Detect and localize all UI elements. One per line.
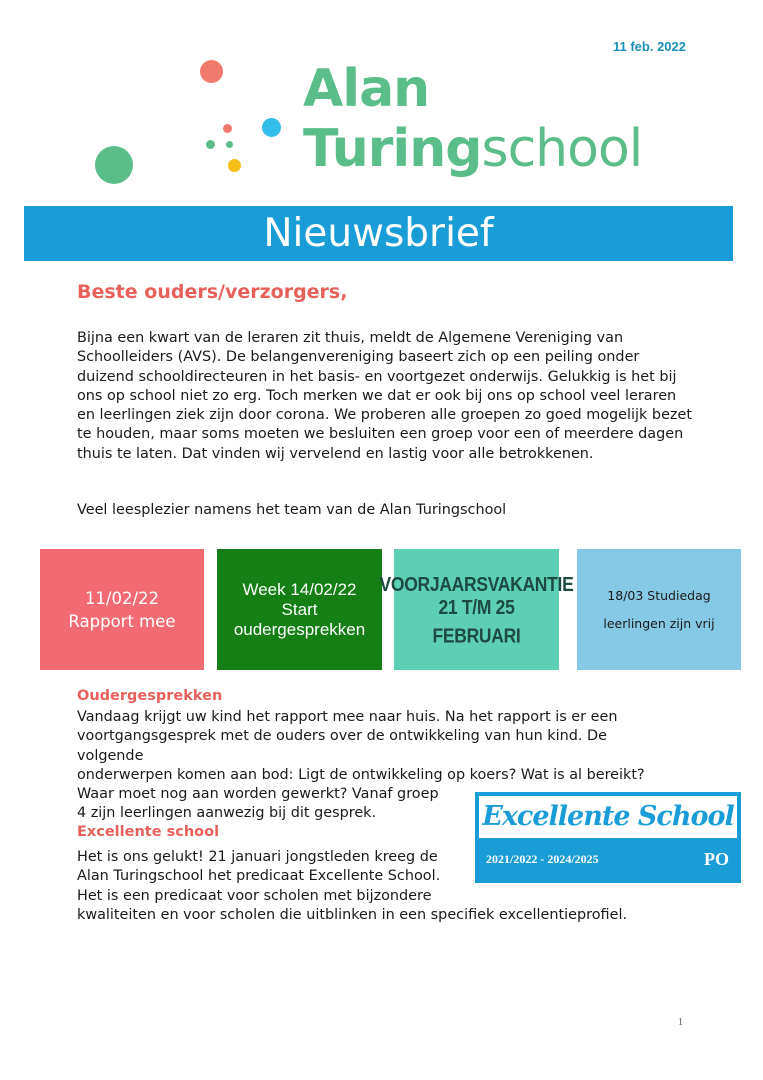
tile-oudergesprekken-week: Week 14/02/22 — [242, 579, 357, 599]
greeting-heading: Beste ouders/verzorgers, — [77, 281, 348, 303]
tile-oudergesprekken — [217, 549, 382, 670]
logo-text-turing: Turing — [303, 119, 482, 179]
excellente-line: Het is ons gelukt! 21 januari jongstleden kreeg de — [77, 849, 438, 865]
tile-vakantie-title: VOORJAARSVAKANTIE — [379, 572, 574, 596]
oudergesprekken-line: voortgangsgesprek met de ouders over de ontwikkeling van hun kind. De volgende — [77, 728, 607, 764]
logo-text-alan: Alan — [303, 59, 430, 119]
oudergesprekken-line: Waar moet nog aan worden gewerkt? Vanaf groep — [77, 786, 439, 803]
tile-oudergesprekken-start: Start — [281, 599, 318, 619]
tile-vakantie-dates: 21 T/M 25 FEBRUARI — [432, 595, 521, 648]
oudergesprekken-line: Vandaag krijgt uw kind het rapport mee naar huis. Na het rapport is er een — [77, 709, 618, 725]
excellente-line: Alan Turingschool het predicaat Excellente School. — [77, 868, 441, 885]
closing-line: Veel leesplezier namens het team van de Alan Turingschool — [77, 502, 507, 518]
banner-title: Nieuwsbrief — [263, 211, 494, 256]
tile-voorjaarsvakantie — [379, 549, 574, 670]
excellente-line: kwaliteiten en voor scholen die uitblinken in een specifiek excellentieprofiel. — [77, 906, 628, 923]
logo-text-school: school — [481, 119, 643, 179]
logo-dot-blue — [262, 118, 281, 137]
tile-rapport — [40, 549, 204, 670]
badge-years: 2021/2022 - 2024/2025 — [486, 852, 599, 866]
badge-level: PO — [704, 849, 729, 869]
badge-title: Excellente School — [479, 796, 737, 838]
logo-dot-large-green — [95, 146, 133, 184]
tile-studiedag-note: leerlingen zijn vrij — [603, 615, 715, 631]
tile-studiedag — [577, 549, 741, 670]
oudergesprekken-line: 4 zijn leerlingen aanwezig bij dit gesprek. — [77, 805, 377, 822]
tile-studiedag-date: 18/03 Studiedag — [607, 587, 711, 603]
oudergesprekken-heading: Oudergesprekken — [77, 688, 223, 704]
logo-dot-coral — [200, 60, 223, 83]
excellente-text — [77, 848, 737, 925]
logo-dot-yellow — [228, 159, 241, 172]
oudergesprekken-line: onderwerpen komen aan bod: Ligt de ontwikkeling op koers? Wat is al bereikt? — [77, 766, 645, 783]
tile-rapport-label: Rapport mee — [68, 611, 176, 631]
logo-dot-small-green — [206, 140, 215, 149]
intro-paragraph: Bijna een kwart van de leraren zit thuis, meldt de Algemene Vereniging van Schoolleiders (AVS). De belangenvereniging baseert zich op een peiling onder duizend schooldirecteuren in het basis- en voortgezet onderwijs. Gelukkig is het bij ons op school niet zo erg. Toch merken we dat er ook bij ons op school veel leraren en leerlingen ziek zijn door corona. We proberen alle groepen zo goed mogelijk bezet te houden, maar soms moeten we besluiten een groep voor een of meerdere dagen thuis te laten. Dat vinden wij vervelend en lastig voor alle betrokkenen. — [77, 330, 692, 462]
page-number: 1 — [678, 1017, 683, 1028]
logo-text-turingschool — [303, 116, 642, 182]
tile-rapport-date: 11/02/22 — [84, 588, 160, 608]
excellente-line: Het is een predicaat voor scholen met bijzondere — [77, 887, 432, 904]
logo-dot-tiny-green — [226, 141, 233, 148]
newsletter-date: 11 feb. 2022 — [613, 39, 686, 54]
tile-oudergesprekken-label: oudergesprekken — [233, 619, 366, 639]
newsletter-banner — [24, 206, 733, 261]
logo-dot-small-coral — [223, 124, 232, 133]
excellente-heading: Excellente school — [77, 824, 220, 840]
